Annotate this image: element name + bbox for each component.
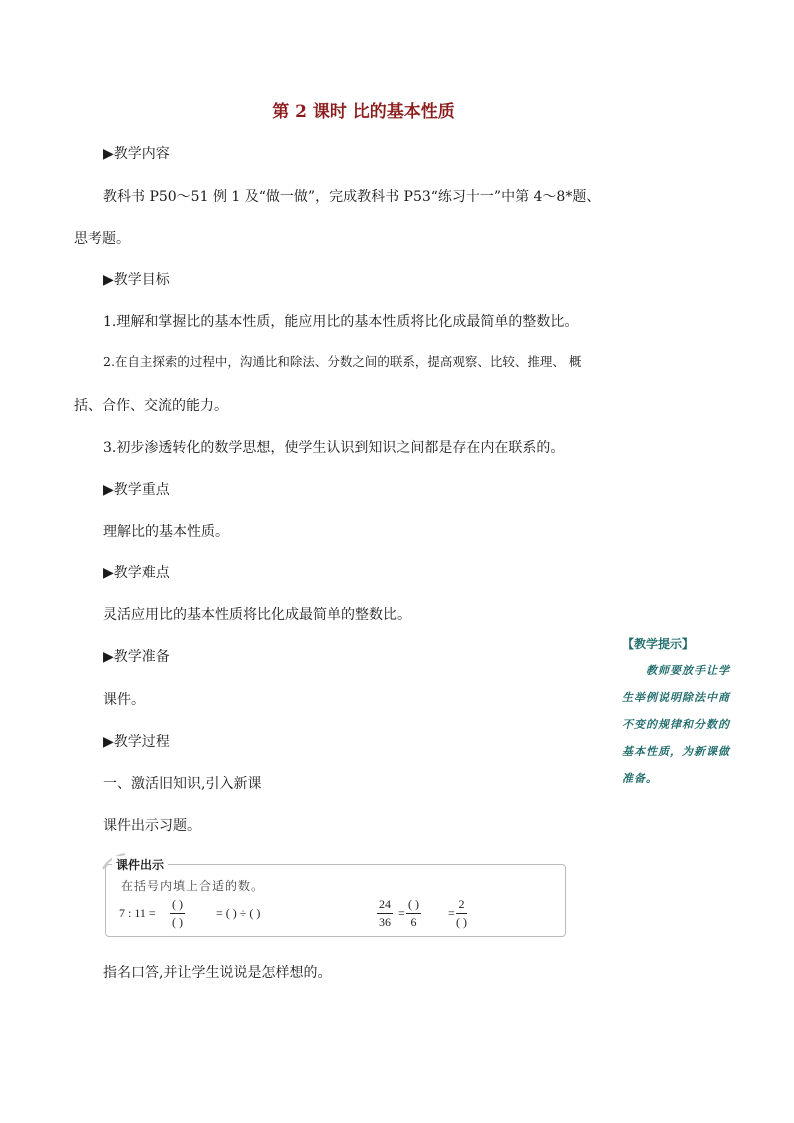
goal-3: 3.初步渗透转化的数学思想，使学生认识到知识之间都是存在内在联系的。 (103, 440, 565, 456)
eq1-fraction (170, 897, 185, 930)
content-line-1: 教科书 P50～51 例 1 及“做一做”，完成教科书 P53“练习十一”中第 4～8*题、 (103, 189, 601, 205)
eq1-frac-numerator: ( ) (170, 897, 185, 914)
teaching-tip-line-5: 准备。 (622, 772, 658, 785)
key-text: 理解比的基本性质。 (103, 524, 229, 540)
courseware-tag: 课件出示 (112, 856, 168, 873)
teaching-tip-line-2: 生举例说明除法中商 (622, 691, 730, 704)
teaching-tip-line-1: 教师要放手让学 (646, 664, 730, 677)
content-line-2: 思考题。 (74, 231, 130, 247)
eq2-fraction-2 (406, 897, 421, 930)
eq2-frac3-denominator: ( ) (456, 915, 467, 929)
eq2-fraction-3 (456, 897, 467, 930)
eq2-frac2-denominator: 6 (410, 915, 417, 929)
page-title: 第 2 课时 比的基本性质 (272, 102, 455, 122)
difficulty-text: 灵活应用比的基本性质将比化成最简单的整数比。 (103, 607, 411, 623)
process-step-1: 一、激活旧知识,引入新课 (103, 776, 262, 792)
prep-text: 课件。 (103, 692, 145, 708)
goals-heading: ▶教学目标 (103, 272, 170, 288)
process-text-2: 指名口答,并让学生说说是怎样想的。 (103, 965, 332, 981)
goal-2-line-2: 括、合作、交流的能力。 (74, 398, 228, 414)
eq2-fraction-1 (377, 897, 393, 930)
goal-1: 1.理解和掌握比的基本性质，能应用比的基本性质将比化成最简单的整数比。 (103, 314, 579, 330)
eq1-rest: = ( ) ÷ ( ) (216, 906, 261, 920)
teaching-tip-line-3: 不变的规律和分数的 (622, 718, 730, 731)
eq2-frac2-numerator: ( ) (406, 897, 421, 914)
courseware-instruction: 在括号内填上合适的数。 (121, 879, 265, 893)
process-text-1: 课件出示习题。 (103, 818, 201, 834)
eq2-frac3-numerator: 2 (456, 897, 467, 914)
teaching-tip-heading: 【教学提示】 (622, 637, 695, 651)
eq2-equals-1: = (398, 906, 405, 920)
teaching-tip-line-4: 基本性质，为新课做 (622, 745, 730, 758)
key-heading: ▶教学重点 (103, 482, 170, 498)
eq1-frac-denominator: ( ) (172, 915, 183, 929)
eq2-equals-2: = (448, 906, 455, 920)
eq1-lhs: 7 : 11 = (119, 906, 156, 920)
goal-2-line-1: 2.在自主探索的过程中，沟通比和除法、分数之间的联系，提高观察、比较、推理、 概 (103, 354, 582, 369)
content-heading: ▶教学内容 (103, 146, 170, 162)
process-heading: ▶教学过程 (103, 734, 170, 750)
eq2-frac1-numerator: 24 (377, 897, 393, 914)
eq2-frac1-denominator: 36 (379, 915, 391, 929)
prep-heading: ▶教学准备 (103, 649, 170, 665)
difficulty-heading: ▶教学难点 (103, 565, 170, 581)
